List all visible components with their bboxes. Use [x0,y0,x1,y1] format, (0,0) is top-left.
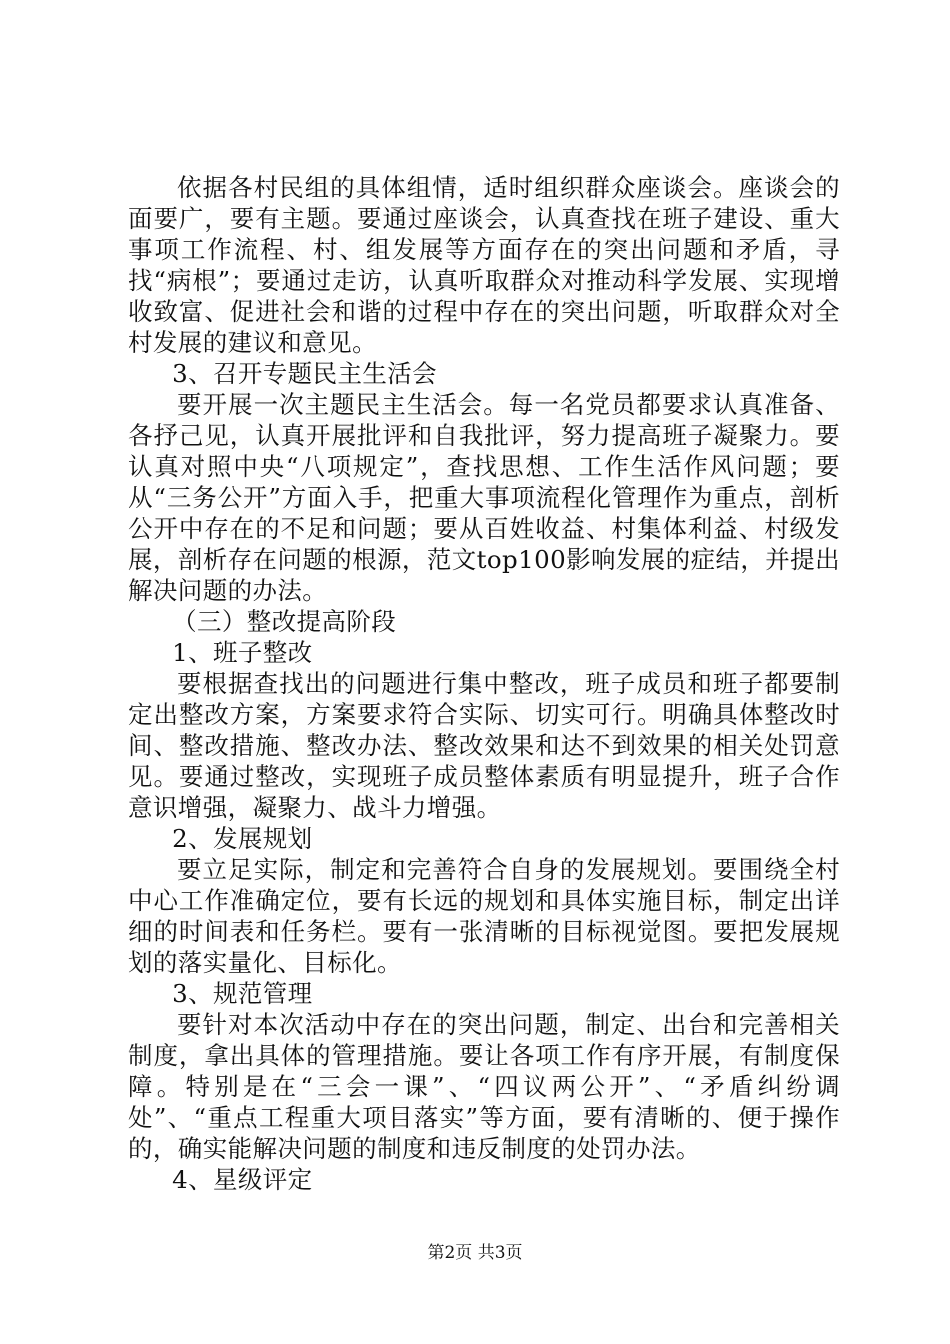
heading-team-rectification: 1、班子整改 [172,638,313,667]
paragraph-development-plan: 要立足实际，制定和完善符合自身的发展规划。要围绕全村中心工作准确定位，要有长远的规划和具体实施目标，制定出详细的时间表和任务栏。要有一张清晰的目标视觉图。要把发展规划的落实量化、目标化。 [128,855,840,977]
document-body [128,172,840,1195]
heading-democratic-life: 3、召开专题民主生活会 [172,359,438,388]
heading-development-plan: 2、发展规划 [172,824,313,853]
heading-standard-management: 3、规范管理 [172,979,313,1008]
paragraph-symposium: 依据各村民组的具体组情，适时组织群众座谈会。座谈会的面要广，要有主题。要通过座谈会，认真查找在班子建设、重大事项工作流程、村、组发展等方面存在的突出问题和矛盾，寻找“病根”；要通过走访，认真听取群众对推动科学发展、实现增收致富、促进社会和谐的过程中存在的突出问题，听取群众对全村发展的建议和意见。 [128,173,840,357]
heading-rectification-stage: （三）整改提高阶段 [172,607,397,636]
page-number-label: 第2页 共3页 [427,1243,523,1263]
heading-star-rating: 4、星级评定 [172,1165,313,1194]
paragraph-standard-management: 要针对本次活动中存在的突出问题，制定、出台和完善相关制度，拿出具体的管理措施。要让各项工作有序开展，有制度保障。特别是在“三会一课”、“四议两公开”、“矛盾纠纷调处”、“重点工程重大项目落实”等方面，要有清晰的、便于操作的，确实能解决问题的制度和违反制度的处罚办法。 [128,1010,840,1163]
paragraph-team-rectification: 要根据查找出的问题进行集中整改，班子成员和班子都要制定出整改方案，方案要求符合实际、切实可行。明确具体整改时间、整改措施、整改办法、整改效果和达不到效果的相关处罚意见。要通过整改，实现班子成员整体素质有明显提升，班子合作意识增强，凝聚力、战斗力增强。 [128,669,840,822]
page-footer [0,1242,950,1264]
paragraph-democratic-life: 要开展一次主题民主生活会。每一名党员都要求认真准备、各抒己见，认真开展批评和自我批评，努力提高班子凝聚力。要认真对照中央“八项规定”，查找思想、工作生活作风问题；要从“三务公开”方面入手，把重大事项流程化管理作为重点，剖析公开中存在的不足和问题；要从百姓收益、村集体利益、村级发展，剖析存在问题的根源，范文top100影响发展的症结，并提出解决问题的办法。 [128,390,840,605]
